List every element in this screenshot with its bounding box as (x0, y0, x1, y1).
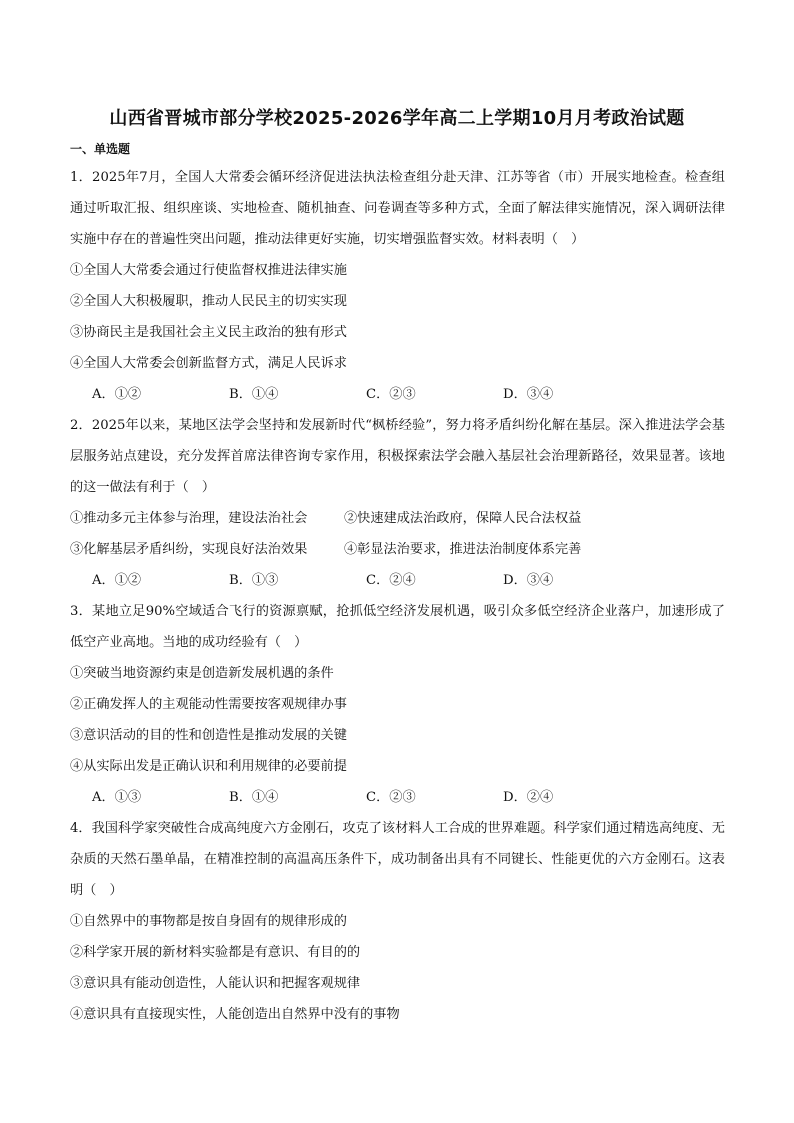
question-4 (70, 813, 725, 1030)
statement-option: ②正确发挥人的主观能动性需要按客观规律办事 (70, 697, 347, 712)
statement-option: ④彰显法治要求，推进法治制度体系完善 (344, 542, 582, 557)
statement-option: ①突破当地资源约束是创造新发展机遇的条件 (70, 666, 334, 681)
choice-c: C．②④ (366, 573, 416, 588)
question-stem: 4．我国科学家突破性合成高纯度六方金刚石，攻克了该材料人工合成的世界难题。科学家们通过精选高纯度、无杂质的天然石墨单晶，在精准控制的高温高压条件下，成功制备出具有不同键长、性能更优的六方金刚石。这表明（ ） (70, 821, 725, 898)
choice-a: A．①② (92, 387, 142, 402)
statement-option: ③意识活动的目的性和创造性是推动发展的关键 (70, 728, 347, 743)
choice-c: C．②③ (366, 387, 416, 402)
choice-d: D．③④ (503, 573, 554, 588)
statement-option: ③意识具有能动创造性，人能认识和把握客观规律 (70, 976, 361, 991)
choice-d: D．③④ (503, 387, 554, 402)
section-heading: 一、单选题 (70, 142, 131, 156)
question-stem: 2．2025年以来，某地区法学会坚持和发展新时代“枫桥经验”，努力将矛盾纠纷化解在基层。深入推进法学会基层服务站点建设，充分发挥首席法律咨询专家作用，积极探索法学会融入基层社会治理新路径，效果显著。该地的这一做法有利于（ ） (70, 418, 725, 495)
choice-c: C．②③ (366, 790, 416, 805)
choice-b: B．①④ (229, 387, 279, 402)
statement-row (70, 534, 725, 565)
statement-option: ②全国人大积极履职，推动人民民主的切实实现 (70, 294, 347, 309)
question-2 (70, 410, 725, 596)
statement-option: ③协商民主是我国社会主义民主政治的独有形式 (70, 325, 347, 340)
question-list (70, 162, 725, 1030)
choice-a: A．①② (92, 573, 142, 588)
choice-a: A．①③ (92, 790, 142, 805)
statement-option: ④全国人大常委会创新监督方式，满足人民诉求 (70, 356, 347, 371)
statement-option: ④意识具有直接现实性，人能创造出自然界中没有的事物 (70, 1007, 400, 1022)
statement-option: ②快速建成法治政府，保障人民合法权益 (344, 511, 582, 526)
question-1 (70, 162, 725, 410)
choice-b: B．①④ (229, 790, 279, 805)
answer-choices (70, 782, 725, 813)
page-title: 山西省晋城市部分学校2025-2026学年高二上学期10月月考政治试题 (109, 108, 685, 129)
question-3 (70, 596, 725, 813)
statement-row (70, 503, 725, 534)
statement-option: ①自然界中的事物都是按自身固有的规律形成的 (70, 914, 347, 929)
choice-d: D．②④ (503, 790, 554, 805)
statement-option: ①推动多元主体参与治理，建设法治社会 (70, 511, 308, 526)
statement-option: ④从实际出发是正确认识和利用规律的必要前提 (70, 759, 347, 774)
choice-b: B．①③ (229, 573, 279, 588)
answer-choices (70, 379, 725, 410)
question-stem: 1．2025年7月，全国人大常委会循环经济促进法执法检查组分赴天津、江苏等省（市）开展实地检查。检查组通过听取汇报、组织座谈、实地检查、随机抽查、问卷调查等多种方式，全面了解法律实施情况，深入调研法律实施中存在的普遍性突出问题，推动法律更好实施，切实增强监督实效。材料表明（ ） (70, 170, 725, 247)
statement-option: ③化解基层矛盾纠纷，实现良好法治效果 (70, 542, 308, 557)
statement-option: ②科学家开展的新材料实验都是有意识、有目的的 (70, 945, 361, 960)
statement-option: ①全国人大常委会通过行使监督权推进法律实施 (70, 263, 347, 278)
answer-choices (70, 565, 725, 596)
question-stem: 3．某地立足90%空域适合飞行的资源禀赋，抢抓低空经济发展机遇，吸引众多低空经济企业落户，加速形成了低空产业高地。当地的成功经验有（ ） (70, 604, 725, 650)
